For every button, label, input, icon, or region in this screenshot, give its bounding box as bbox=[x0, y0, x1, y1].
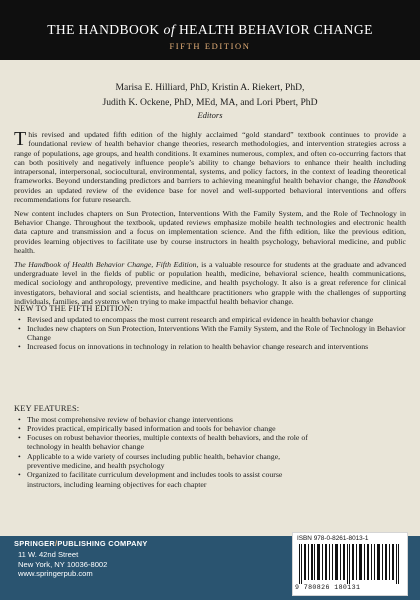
list-item: • The most comprehensive review of behavior change interventions bbox=[14, 415, 314, 424]
edition-label: FIFTH EDITION bbox=[169, 41, 251, 51]
editors-line-2: Judith K. Ockene, PhD, MEd, MA, and Lori Pbert, PhD bbox=[102, 97, 318, 108]
address-line-1: 11 W. 42nd Street bbox=[18, 550, 79, 559]
description-paragraph-1: This revised and updated fifth edition of the highly acclaimed “gold standard” textbook continues to provide a foundational review of health behavior change theories, research methodologies, and intervention strategies across a range of populations, age groups, and health conditions. It examines numerous, complex, and often co-occurring factors that can both positively and negatively influence people’s ability to change behaviors to enhance their health including intrapersonal, interpersonal, sociocultural, environmental, systems, and policy factors, in the context of leading theoretical frameworks. Beyond understanding predictors and barriers to achieving meaningful health behavior change, the Handbook provides an updated review of the evidence base for novel and well-supported behavioral interventions and offers recommendations for future research. bbox=[14, 128, 406, 205]
description-paragraph-2: New content includes chapters on Sun Protection, Interventions With the Family System, and the Role of Technology in Behavior Change. Throughout the textbook, updated reviews emphasize mobile health technologies and electronic health data capture and transmission and a focus on implementation science. And the fifth edition, like the previous edition, provides learning objectives to facilitate use by course instructors in health psychology, behavioral medicine, and public health. bbox=[14, 208, 406, 256]
address-line-2: New York, NY 10036-8002 bbox=[18, 559, 108, 569]
description-paragraph-3: The Handbook of Health Behavior Change, Fifth Edition, is a valuable resource for students at the graduate and advanced undergraduate level in the fields of public or population health, medicine, behavioral science, health communications, medical sociology and anthropology, preventive medicine, and health psychology. It also is a great reference for clinical investigators, behavioral and social scientists, and healthcare practitioners who grapple with the challenges of supporting individuals, families, and systems when trying to make impactful health behavior change. bbox=[14, 259, 406, 307]
publisher-name-left: SPRINGER bbox=[14, 539, 56, 548]
drop-cap: T bbox=[14, 128, 27, 150]
title-banner bbox=[0, 0, 420, 60]
book-title: THE HANDBOOK of HEALTH BEHAVIOR CHANGE bbox=[47, 22, 373, 38]
list-item: • Applicable to a wide variety of courses including public health, behavior change, preventive medicine, and health psychology bbox=[14, 452, 314, 471]
editors-block bbox=[0, 80, 420, 121]
publisher-address bbox=[18, 550, 107, 579]
key-features-section bbox=[14, 404, 314, 489]
publisher-website: www.springerpub.com bbox=[18, 569, 93, 579]
book-description bbox=[14, 130, 406, 311]
back-cover-panel bbox=[0, 60, 420, 600]
list-item: • Organized to facilitate curriculum development and includes tools to assist course instructors, including learning objectives for each chapter bbox=[14, 470, 314, 489]
barcode-label bbox=[292, 532, 408, 596]
list-item: • Revised and updated to encompass the most current research and empirical evidence in health behavior change bbox=[14, 315, 406, 324]
key-features-list bbox=[14, 415, 314, 489]
list-item: • Includes new chapters on Sun Protection, Interventions With the Family System, and the Role of Technology in Behavior Change bbox=[14, 324, 406, 343]
barcode-digits: 9 780826 180131 bbox=[295, 584, 361, 591]
list-item: • Increased focus on innovations in technology in relation to health behavior change research and interventions bbox=[14, 342, 406, 351]
list-item: • Focuses on robust behavior theories, multiple contexts of health behaviors, and the role of technology in health behavior change bbox=[14, 433, 314, 452]
editors-line-1: Marisa E. Hilliard, PhD, Kristin A. Riekert, PhD, bbox=[115, 82, 305, 93]
key-features-heading: KEY FEATURES: bbox=[14, 404, 80, 413]
list-item: • Provides practical, empirically based information and tools for behavior change bbox=[14, 424, 314, 433]
barcode-icon bbox=[299, 544, 403, 584]
isbn-text: ISBN 978-0-8261-8013-1 bbox=[297, 535, 369, 542]
new-to-fifth-section bbox=[14, 304, 406, 352]
new-to-fifth-heading: NEW TO THE FIFTH EDITION: bbox=[14, 304, 133, 313]
new-to-fifth-list bbox=[14, 315, 406, 352]
publisher-name-right: PUBLISHING COMPANY bbox=[57, 539, 148, 548]
editors-role: Editors bbox=[197, 110, 223, 120]
publisher-slash-icon: / bbox=[55, 539, 58, 548]
